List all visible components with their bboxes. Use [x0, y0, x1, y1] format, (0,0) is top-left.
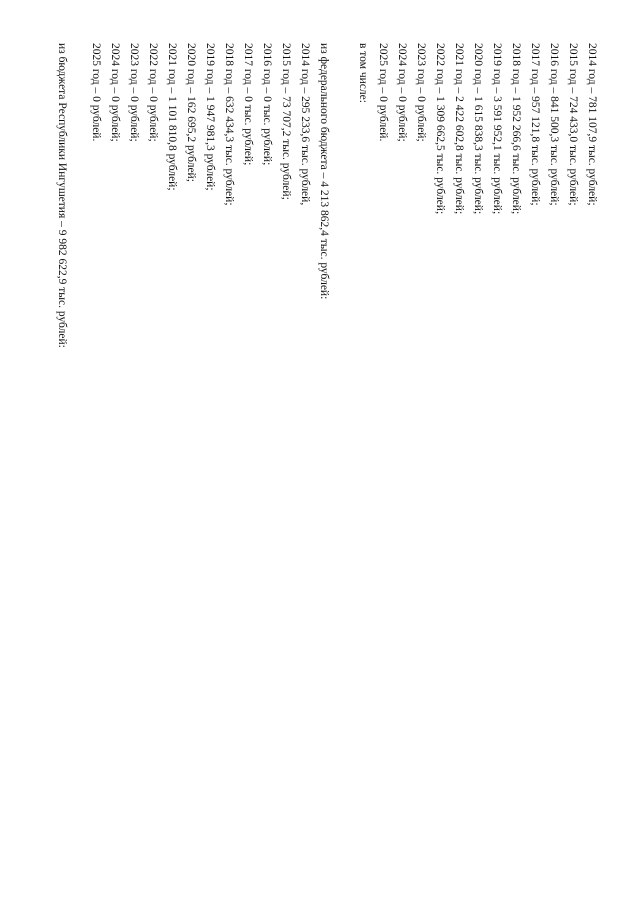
block2-line-2016: 2016 год – 0 тыс. рублей;	[261, 43, 273, 166]
block1-line-2025: 2025 год – 0 рублей.	[377, 43, 389, 142]
block1-line-2017: 2017 год – 957 121,8 тыс. рублей;	[529, 43, 541, 206]
block1-line-2015: 2015 год – 724 433,0 тыс. рублей;	[567, 43, 579, 206]
block2-line-2021: 2021 год – 1 101 810,8 рублей;	[166, 43, 178, 191]
block2-line-2020: 2020 год – 162 695,2 рублей;	[185, 43, 197, 182]
block1-line-2018: 2018 год – 1 952 266,6 тыс. рублей;	[510, 43, 522, 215]
block1-line-2023: 2023 год – 0 рублей;	[415, 43, 427, 142]
federal-budget-heading: из федерального бюджета – 4 213 862,4 тыс. рублей:	[318, 43, 330, 300]
block1-line-2022: 2022 год – 1 309 662,5 тыс. рублей;	[434, 43, 446, 215]
block2-line-2019: 2019 год – 1 947 981,3 рублей;	[204, 43, 216, 191]
block2-line-2025: 2025 год – 0 рублей.	[90, 43, 102, 142]
block1-line-2024: 2024 год – 0 рублей;	[396, 43, 408, 142]
block2-line-2023: 2023 год – 0 рублей;	[128, 43, 140, 142]
block2-line-2014: 2014 год – 295 233,6 тыс. рублей,	[299, 43, 311, 206]
block1-line-2014: 2014 год – 781 107,9 тыс. рублей;	[586, 43, 598, 206]
block1-line-2016: 2016 год – 841 500,3 тыс. рублей;	[548, 43, 560, 206]
block2-line-2017: 2017 год – 0 тыс. рублей;	[242, 43, 254, 166]
in-that-number-heading: в том числе:	[357, 43, 369, 103]
block2-line-2022: 2022 год – 0 рублей;	[147, 43, 159, 142]
block2-line-2018: 2018 год – 632 434,3 тыс. рублей;	[223, 43, 235, 206]
block2-line-2015: 2015 год – 73 707,2 тыс. рублей;	[280, 43, 292, 200]
republic-budget-heading: из бюджета Республики Ингушетия – 9 982 622,9 тыс. рублей:	[56, 43, 68, 348]
block1-line-2020: 2020 год – 1 615 838,3 тыс. рублей;	[472, 43, 484, 215]
block1-line-2019: 2019 год – 3 591 952,1 тыс. рублей;	[491, 43, 503, 215]
block2-line-2024: 2024 год – 0 рублей;	[109, 43, 121, 142]
block1-line-2021: 2021 год – 2 422 602,8 тыс. рублей;	[453, 43, 465, 215]
